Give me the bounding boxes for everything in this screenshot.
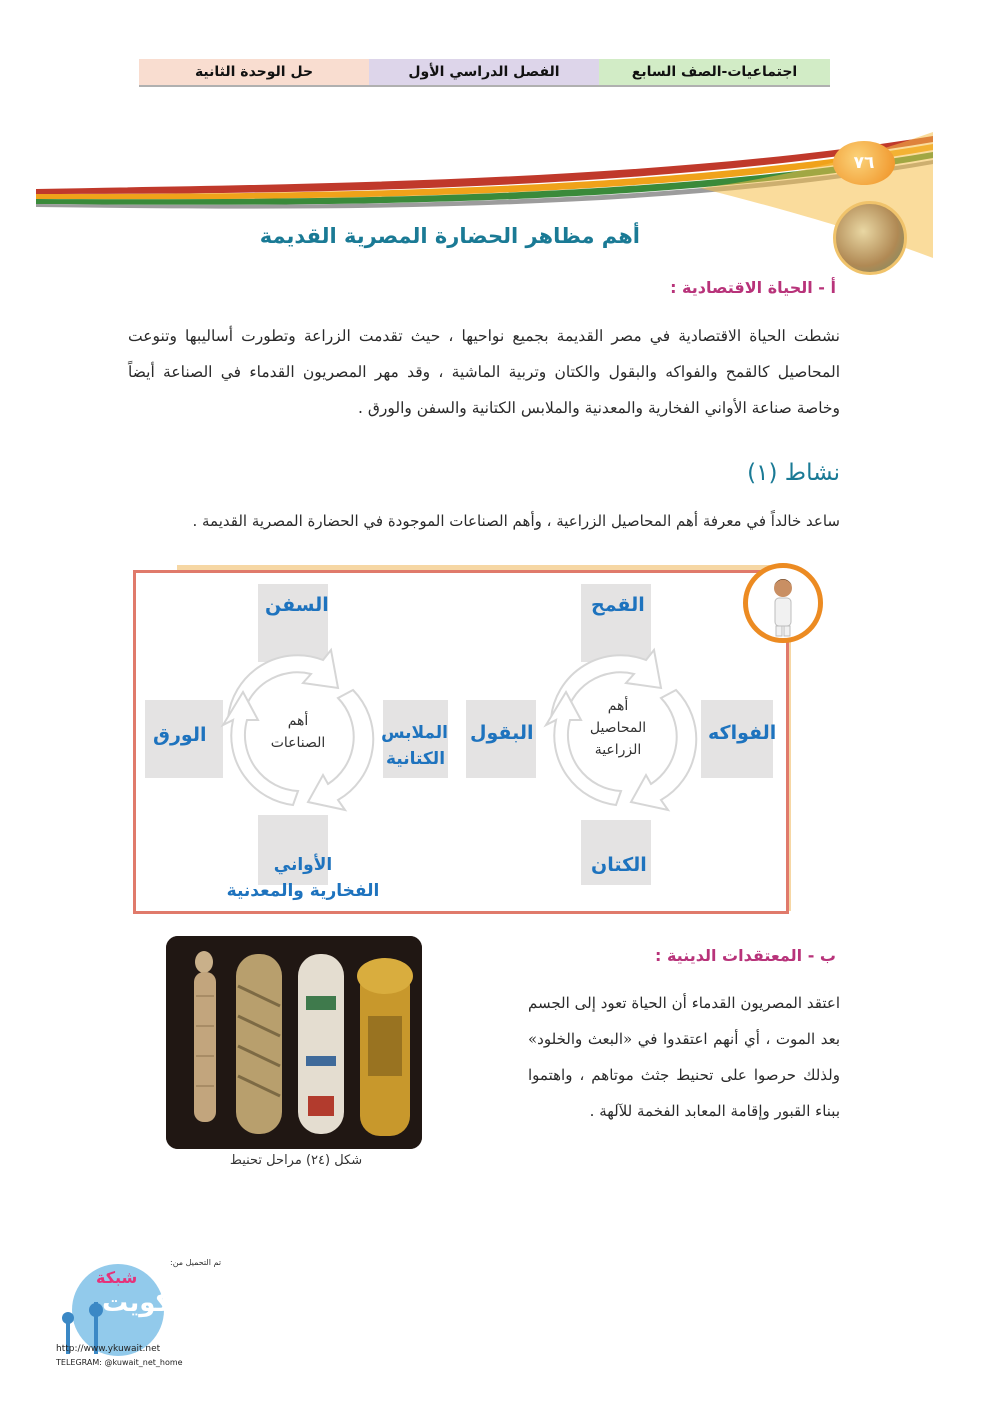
industries-answer-right-line1: الملابس bbox=[381, 723, 448, 743]
watermark-name-line2: يكويت bbox=[102, 1288, 181, 1318]
section-b-text: اعتقد المصريون القدماء أن الحياة تعود إلى الجسم بعد الموت ، أي أنهم اعتقدوا في «البعث والخلود» ولذلك حرصوا على تحنيط جثث موتاهم ، واهتموا ببناء القبور وإقامة المعابد الفخمة للآلهة . bbox=[528, 994, 840, 1120]
crops-center-line1: أهم bbox=[607, 698, 629, 714]
crops-center-label bbox=[573, 695, 663, 761]
industries-answer-left: الورق bbox=[153, 724, 207, 746]
watermark-url: http://www.ykuwait.net bbox=[56, 1344, 161, 1354]
section-a-heading: أ - الحياة الاقتصادية : bbox=[670, 278, 836, 297]
section-b-heading: ب - المعتقدات الدينية : bbox=[654, 946, 836, 965]
page-number: ٧٦ bbox=[833, 141, 895, 185]
activity-title: نشاط (١) bbox=[747, 460, 840, 486]
mummy-stages-image bbox=[166, 936, 422, 1149]
crops-answer-right: الفواكه bbox=[708, 722, 777, 744]
page-title: أهم مظاهر الحضارة المصرية القديمة bbox=[259, 224, 640, 248]
crops-answer-top: القمح bbox=[591, 594, 645, 616]
industries-answer-bottom bbox=[223, 852, 383, 904]
mummification-photo bbox=[166, 936, 422, 1149]
crops-center-line2: المحاصيل bbox=[589, 720, 647, 736]
watermark-top-text: تم التحميل من: bbox=[170, 1258, 222, 1267]
header-term: الفصل الدراسي الأول bbox=[369, 59, 599, 85]
activity-instruction: ساعد خالداً في معرفة أهم المحاصيل الزراعية ، وأهم الصناعات الموجودة في الحضارة المصرية القديمة . bbox=[192, 512, 840, 530]
industries-center-label bbox=[253, 710, 343, 754]
industries-answer-right-line2: الكتانية bbox=[385, 749, 446, 769]
industries-center-line2: الصناعات bbox=[270, 735, 326, 751]
industries-center-line1: أهم bbox=[287, 713, 309, 729]
watermark-name-line1: شبكة bbox=[96, 1268, 138, 1287]
map-globe-icon bbox=[833, 201, 907, 275]
header-subject: اجتماعيات-الصف السابع bbox=[599, 59, 830, 85]
watermark-logo bbox=[56, 1262, 183, 1374]
industries-answer-top: السفن bbox=[265, 594, 329, 616]
figure-caption: شكل (٢٤) مراحل تحنيط bbox=[229, 1153, 363, 1168]
header-unit: حل الوحدة الثانية bbox=[139, 59, 369, 85]
activity-diagram bbox=[133, 570, 789, 914]
industries-answer-bottom-line2: الفخارية والمعدنية bbox=[226, 881, 380, 901]
crops-center-line3: الزراعية bbox=[594, 742, 642, 758]
header-bar bbox=[139, 59, 830, 87]
crops-answer-bottom: الكتان bbox=[591, 854, 647, 876]
industries-answer-right bbox=[383, 720, 448, 772]
industries-answer-bottom-line1: الأواني bbox=[273, 855, 333, 875]
watermark-telegram: TELEGRAM: @kuwait_net_home bbox=[56, 1358, 183, 1367]
boy-icon bbox=[748, 568, 818, 638]
crops-answer-left: البقول bbox=[470, 722, 534, 744]
student-avatar bbox=[743, 563, 823, 643]
section-a-text: نشطت الحياة الاقتصادية في مصر القديمة بجميع نواحيها ، حيث تقدمت الزراعة وتطورت أساليبها وتنوعت المحاصيل كالقمح والفواكه والبقول والكتان وتربية الماشية ، وقد مهر المصريون القدماء في الصناعة أيضاً وخاصة صناعة الأواني الفخارية والمعدنية والملابس الكتانية والسفن والورق . bbox=[128, 327, 840, 417]
